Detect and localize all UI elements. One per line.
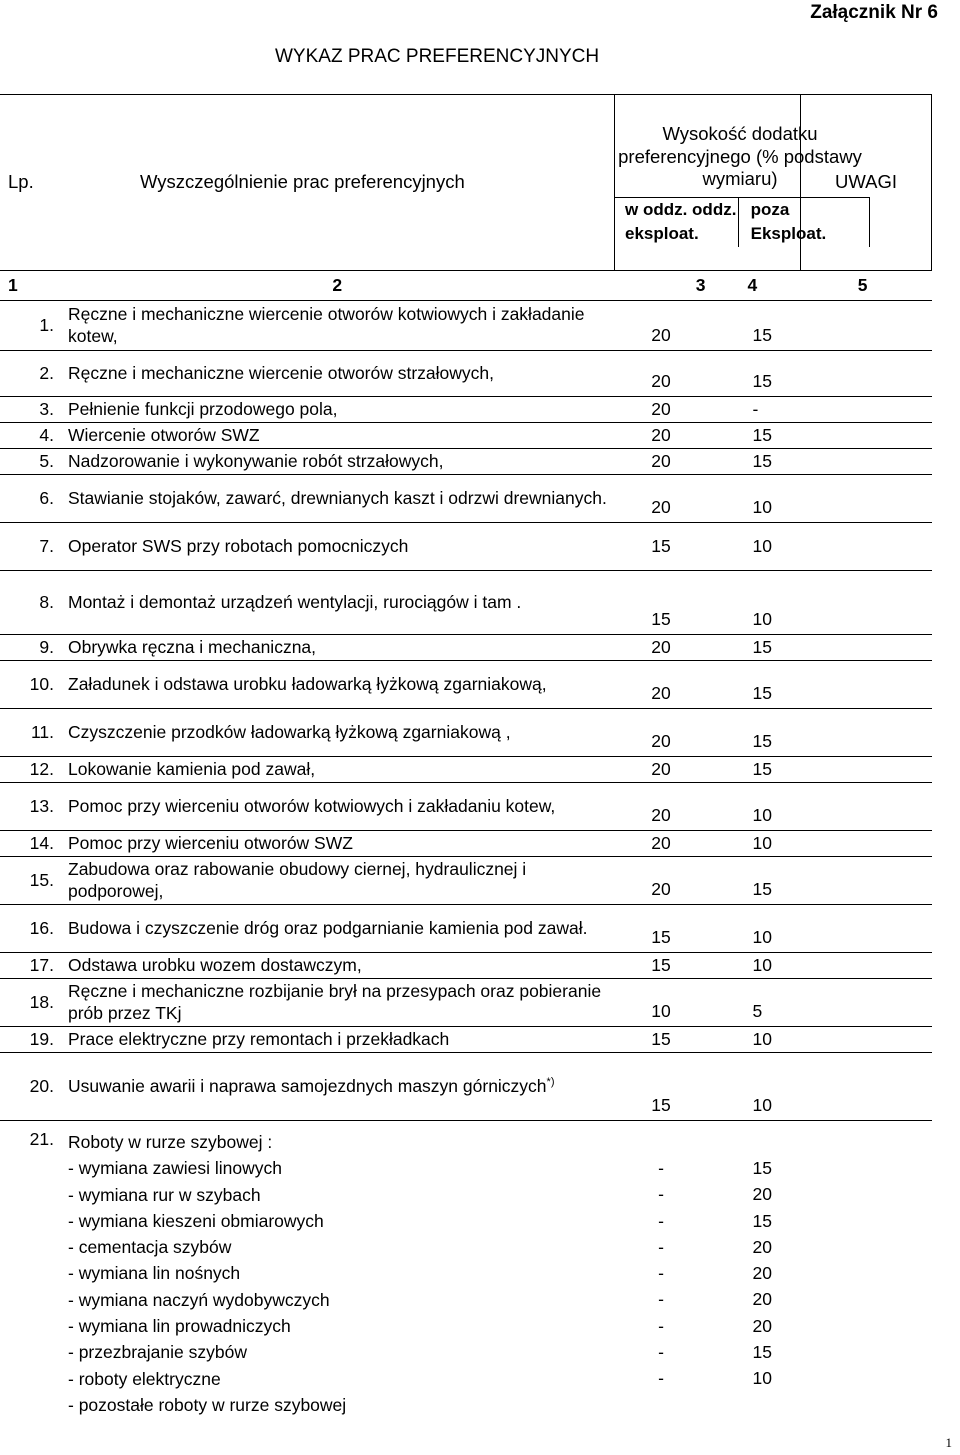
row-description	[60, 423, 615, 449]
row21-item: - wymiana kieszeni obmiarowych	[68, 1210, 324, 1231]
row21-item-in: -	[658, 1210, 664, 1231]
row-value-out: 15	[708, 301, 801, 351]
row-notes	[801, 905, 932, 953]
row-value-in: 20	[615, 661, 708, 709]
row-notes	[801, 1121, 932, 1419]
row-description-text: Stawianie stojaków, zawarć, drewnianych kaszt i odrzwi drewnianych.	[68, 487, 607, 508]
row-description-text: Budowa i czyszczenie dróg oraz podgarnianie kamienia pod zawał.	[68, 917, 588, 938]
row-lp: 12.	[0, 757, 60, 783]
table-row	[0, 831, 932, 857]
row21-item: - wymiana naczyń wydobywczych	[68, 1289, 330, 1310]
colnum-1: 1	[0, 271, 60, 301]
row-value-in: 10	[615, 979, 708, 1027]
row-notes	[801, 783, 932, 831]
header-sub-in: w oddz. oddz. eksploat.	[615, 197, 739, 247]
row21-item-out: 15	[752, 1342, 772, 1363]
row-value-out: 10	[708, 783, 801, 831]
row21-item-in: -	[658, 1236, 664, 1257]
row-value-in: 15	[615, 905, 708, 953]
document-title: WYKAZ PRAC PREFERENCYJNYCH	[275, 46, 600, 67]
row-value-in: 15	[615, 1053, 708, 1121]
row-value-out: 15	[708, 709, 801, 757]
row-description-text: Ręczne i mechaniczne wiercenie otworów kotwiowych i zakładanie kotew,	[68, 304, 585, 346]
row-value-out: 10	[708, 831, 801, 857]
row-description	[60, 709, 615, 757]
row-notes	[801, 301, 932, 351]
row-lp: 2.	[0, 351, 60, 397]
row-notes	[801, 449, 932, 475]
row-value-in: 20	[615, 475, 708, 523]
row-value-in: 20	[615, 449, 708, 475]
row-value-in: 20	[615, 757, 708, 783]
header-subcolumns	[615, 197, 870, 247]
header-description: Wyszczególnienie prac preferencyjnych	[60, 95, 615, 271]
row21-item-out: 20	[752, 1236, 772, 1257]
row21-item-in: -	[658, 1315, 664, 1336]
row-lp: 21.	[29, 1129, 54, 1149]
row-value-out: 10	[708, 1053, 801, 1121]
row-lp: 4.	[0, 423, 60, 449]
row21-item-in: -	[658, 1368, 664, 1389]
row-notes	[801, 857, 932, 905]
row21-item: - roboty elektryczne	[68, 1368, 221, 1389]
table-row	[0, 979, 932, 1027]
row-description	[60, 571, 615, 635]
row-value-in: 20	[615, 301, 708, 351]
preferential-work-table	[0, 94, 932, 1418]
table-row	[0, 523, 932, 571]
row-description	[60, 757, 615, 783]
row-value-out: 10	[708, 953, 801, 979]
row-notes	[801, 1053, 932, 1121]
row-description-text: Czyszczenie przodków ładowarką łyżkową zgarniakową ,	[68, 721, 511, 742]
row21-values-in	[615, 1121, 708, 1419]
column-numbers-row	[0, 271, 932, 301]
row-lp: 20.	[0, 1053, 60, 1121]
row-lp: 7.	[0, 523, 60, 571]
row-value-in: 20	[615, 783, 708, 831]
row-value-out: 15	[708, 661, 801, 709]
row-value-in: 20	[615, 635, 708, 661]
row21-item-out	[753, 1392, 801, 1418]
table-row	[0, 571, 932, 635]
row-lp: 13.	[0, 783, 60, 831]
row-description-text: Odstawa urobku wozem dostawczym,	[68, 954, 362, 975]
row-description-text: Pełnienie funkcji przodowego pola,	[68, 398, 338, 419]
row-notes	[801, 351, 932, 397]
table-row	[0, 857, 932, 905]
row-description	[60, 831, 615, 857]
table-row	[0, 1027, 932, 1053]
row-description-text: Ręczne i mechaniczne wiercenie otworów strzałowych,	[68, 362, 495, 383]
colnum-3: 3	[615, 271, 708, 301]
row-value-out: 10	[708, 571, 801, 635]
header-notes: UWAGI	[801, 95, 932, 271]
row21-item: - wymiana lin prowadniczych	[68, 1316, 291, 1337]
row-value-out: -	[708, 397, 801, 423]
row-description	[60, 661, 615, 709]
header-sub-out: poza Eksploat.	[739, 197, 870, 247]
table-row	[0, 661, 932, 709]
colnum-4: 4	[708, 271, 801, 301]
row21-item: - pozostałe roboty w rurze szybowej	[68, 1394, 347, 1415]
row-description	[60, 351, 615, 397]
row-description-text: Nadzorowanie i wykonywanie robót strzałowych,	[68, 450, 444, 471]
row-notes	[801, 757, 932, 783]
annex-label: Załącznik Nr 6	[810, 2, 938, 23]
table-row	[0, 953, 932, 979]
table-row	[0, 351, 932, 397]
row-description	[60, 475, 615, 523]
row-description	[60, 449, 615, 475]
row-value-out: 15	[708, 635, 801, 661]
table-row	[0, 709, 932, 757]
row-description-text: Lokowanie kamienia pod zawał,	[68, 758, 316, 779]
row-notes	[801, 571, 932, 635]
row-note-mark: *)	[546, 1076, 555, 1088]
table-row	[0, 449, 932, 475]
row-description-text: Załadunek i odstawa urobku ładowarką łyżkową zgarniakową,	[68, 673, 547, 694]
row21-item-in: -	[658, 1184, 664, 1205]
row-description-text: Ręczne i mechaniczne rozbijanie brył na przesypach oraz pobieranie prób przez TKj	[68, 981, 602, 1023]
row-value-in: 20	[615, 351, 708, 397]
table-row	[0, 301, 932, 351]
row-description	[60, 1053, 615, 1121]
table-row	[0, 397, 932, 423]
row21-item-in: -	[658, 1263, 664, 1284]
row21-item-out: 15	[752, 1158, 772, 1178]
row-lp: 17.	[0, 953, 60, 979]
colnum-5: 5	[801, 271, 932, 301]
row-value-in: 15	[615, 953, 708, 979]
row-description-text: Zabudowa oraz rabowanie obudowy ciernej, hydraulicznej i podporowej,	[68, 859, 527, 901]
row-description-text: Operator SWS przy robotach pomocniczych	[68, 535, 409, 556]
row-notes	[801, 661, 932, 709]
row-value-out: 5	[708, 979, 801, 1027]
row-lp: 11.	[0, 709, 60, 757]
row21-item-in: -	[658, 1342, 664, 1363]
row-value-out: 15	[708, 351, 801, 397]
row-description-text: Obrywka ręczna i mechaniczna,	[68, 636, 317, 657]
row-value-out: 15	[708, 449, 801, 475]
header-height: Wysokość dodatku preferencyjnego (% podstawy wymiaru)	[618, 123, 862, 190]
row-value-out: 10	[708, 1027, 801, 1053]
row21-item: - wymiana zawiesi linowych	[68, 1158, 282, 1179]
header-height-group	[615, 95, 862, 271]
row-notes	[801, 1027, 932, 1053]
row21-item-out: 20	[752, 1184, 772, 1205]
row-description	[60, 1027, 615, 1053]
row-notes	[801, 523, 932, 571]
row21-title: Roboty w rurze szybowej :	[68, 1132, 273, 1152]
page-number: 1	[945, 1435, 952, 1450]
row21-item-out: 20	[752, 1263, 772, 1284]
row21-item-out: 20	[752, 1315, 772, 1336]
row-notes	[801, 831, 932, 857]
table-row	[0, 475, 932, 523]
table-row	[0, 905, 932, 953]
row-lp: 8.	[0, 571, 60, 635]
row-lp: 19.	[0, 1027, 60, 1053]
row-value-out: 10	[708, 905, 801, 953]
row21-values-out	[708, 1121, 801, 1419]
row21-item: - cementacja szybów	[68, 1237, 232, 1258]
row-value-out: 15	[708, 757, 801, 783]
row-description	[60, 857, 615, 905]
row-description	[60, 635, 615, 661]
row21-item: - wymiana lin nośnych	[68, 1263, 241, 1284]
table-row	[0, 757, 932, 783]
row-value-out: 10	[708, 523, 801, 571]
row21-item-out: 20	[752, 1289, 772, 1310]
row-lp: 5.	[0, 449, 60, 475]
row-description	[60, 397, 615, 423]
row-description	[60, 953, 615, 979]
header-lp: Lp.	[0, 95, 60, 271]
table-row	[0, 423, 932, 449]
row-lp: 9.	[0, 635, 60, 661]
row-description-text: Pomoc przy wierceniu otworów kotwiowych i zakładaniu kotew,	[68, 795, 556, 816]
row-description-text: Usuwanie awarii i naprawa samojezdnych maszyn górniczych	[68, 1075, 547, 1096]
table-row	[0, 1053, 932, 1121]
colnum-2: 2	[60, 271, 615, 301]
row-lp: 18.	[0, 979, 60, 1027]
row-description	[60, 979, 615, 1027]
row-value-in: 20	[615, 857, 708, 905]
row21-item: - wymiana rur w szybach	[68, 1184, 261, 1205]
row-value-in: 20	[615, 709, 708, 757]
row21-item-out: 10	[752, 1368, 772, 1389]
row-value-in: 20	[615, 423, 708, 449]
row-value-out: 15	[708, 857, 801, 905]
row-notes	[801, 709, 932, 757]
row-lp: 15.	[0, 857, 60, 905]
row-notes	[801, 475, 932, 523]
row-notes	[801, 979, 932, 1027]
row-lp: 3.	[0, 397, 60, 423]
row21-item: - przezbrajanie szybów	[68, 1342, 247, 1363]
row-lp: 16.	[0, 905, 60, 953]
row-value-in: 15	[615, 1027, 708, 1053]
table-header-row	[0, 95, 932, 271]
row-notes	[801, 397, 932, 423]
row-value-out: 15	[708, 423, 801, 449]
row21-item-in: -	[658, 1289, 664, 1310]
row21-item-out: 15	[752, 1210, 772, 1231]
row-description-text: Pomoc przy wierceniu otworów SWZ	[68, 832, 353, 853]
row21-description	[60, 1121, 615, 1419]
row-description	[60, 783, 615, 831]
row-value-out: 10	[708, 475, 801, 523]
table-row-21	[0, 1121, 932, 1419]
row-description	[60, 523, 615, 571]
row-notes	[801, 635, 932, 661]
row-lp: 10.	[0, 661, 60, 709]
row-description-text: Montaż i demontaż urządzeń wentylacji, rurociągów i tam .	[68, 591, 522, 612]
row-lp: 14.	[0, 831, 60, 857]
row21-item-in	[615, 1392, 708, 1418]
row-lp: 6.	[0, 475, 60, 523]
row-value-in: 20	[615, 397, 708, 423]
row21-item-in: -	[658, 1158, 664, 1178]
row-value-in: 15	[615, 523, 708, 571]
table-row	[0, 783, 932, 831]
row-notes	[801, 953, 932, 979]
row-description	[60, 905, 615, 953]
row-notes	[801, 423, 932, 449]
row-description-text: Wiercenie otworów SWZ	[68, 424, 260, 445]
table-row	[0, 635, 932, 661]
row-lp: 1.	[0, 301, 60, 351]
row-value-in: 20	[615, 831, 708, 857]
row-description-text: Prace elektryczne przy remontach i przekładkach	[68, 1028, 450, 1049]
row-value-in: 15	[615, 571, 708, 635]
row-description	[60, 301, 615, 351]
